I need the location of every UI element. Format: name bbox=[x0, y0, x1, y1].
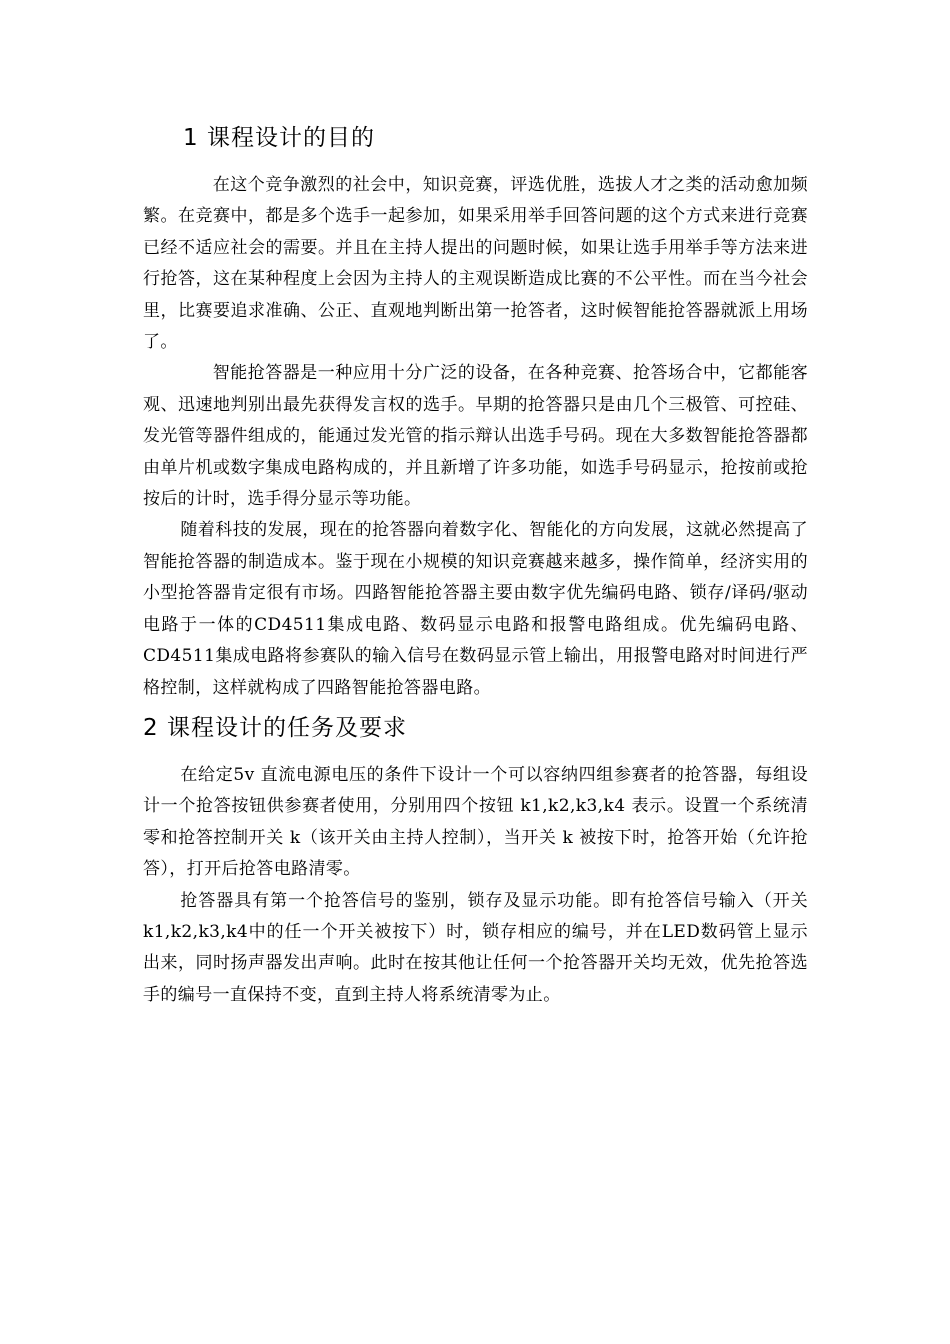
section-2-heading: 2 课程设计的任务及要求 bbox=[143, 714, 407, 741]
section-1-paragraph-3: 随着科技的发展，现在的抢答器向着数字化、智能化的方向发展，这就必然提高了智能抢答器的制造成本。鉴于现在小规模的知识竞赛越来越多，操作简单，经济实用的小型抢答器肯定很有市场。四路智能抢答器主要由数字优先编码电路、锁存/译码/驱动电路于一体的CD4511集成电路、数码显示电路和报警电路组成。优先编码电路、CD4511集成电路将参赛队的输入信号在数码显示管上输出，用报警电路对时间进行严格控制，这样就构成了四路智能抢答器电路。 bbox=[143, 520, 808, 698]
section-1-paragraph-2: 智能抢答器是一种应用十分广泛的设备，在各种竞赛、抢答场合中，它都能客观、迅速地判别出最先获得发言权的选手。早期的抢答器只是由几个三极管、可控硅、发光管等器件组成的，能通过发光管的指示辩认出选手号码。现在大多数智能抢答器都由单片机或数字集成电路构成的，并且新增了许多功能，如选手号码显示，抢按前或抢按后的计时，选手得分显示等功能。 bbox=[143, 363, 808, 510]
section-1-heading: 1 课程设计的目的 bbox=[183, 125, 375, 151]
document-body bbox=[143, 118, 808, 1011]
section-2-paragraph-1: 在给定5v 直流电源电压的条件下设计一个可以容纳四组参赛者的抢答器，每组设计一个抢答按钮供参赛者使用，分别用四个按钮 k1,k2,k3,k4 表示。设置一个系统清零和抢答控制开关 k（该开关由主持人控制），当开关 k 被按下时，抢答开始（允许抢答），打开后抢答电路清零。 bbox=[143, 764, 808, 880]
section-1-paragraph-1: 在这个竞争激烈的社会中，知识竞赛，评选优胜，选拔人才之类的活动愈加频繁。在竞赛中，都是多个选手一起参加，如果采用举手回答问题的这个方式来进行竞赛已经不适应社会的需要。并且在主持人提出的问题时候，如果让选手用举手等方法来进行抢答，这在某种程度上会因为主持人的主观误断造成比赛的不公平性。而在当今社会里，比赛要追求准确、公正、直观地判断出第一抢答者，这时候智能抢答器就派上用场了。 bbox=[143, 175, 808, 353]
section-2-paragraph-2: 抢答器具有第一个抢答信号的鉴别，锁存及显示功能。即有抢答信号输入（开关k1,k2,k3,k4中的任一个开关被按下）时，锁存相应的编号，并在LED数码管上显示出来，同时扬声器发出声响。此时在按其他让任何一个抢答器开关均无效，优先抢答选手的编号一直保持不变，直到主持人将系统清零为止。 bbox=[143, 890, 808, 1005]
